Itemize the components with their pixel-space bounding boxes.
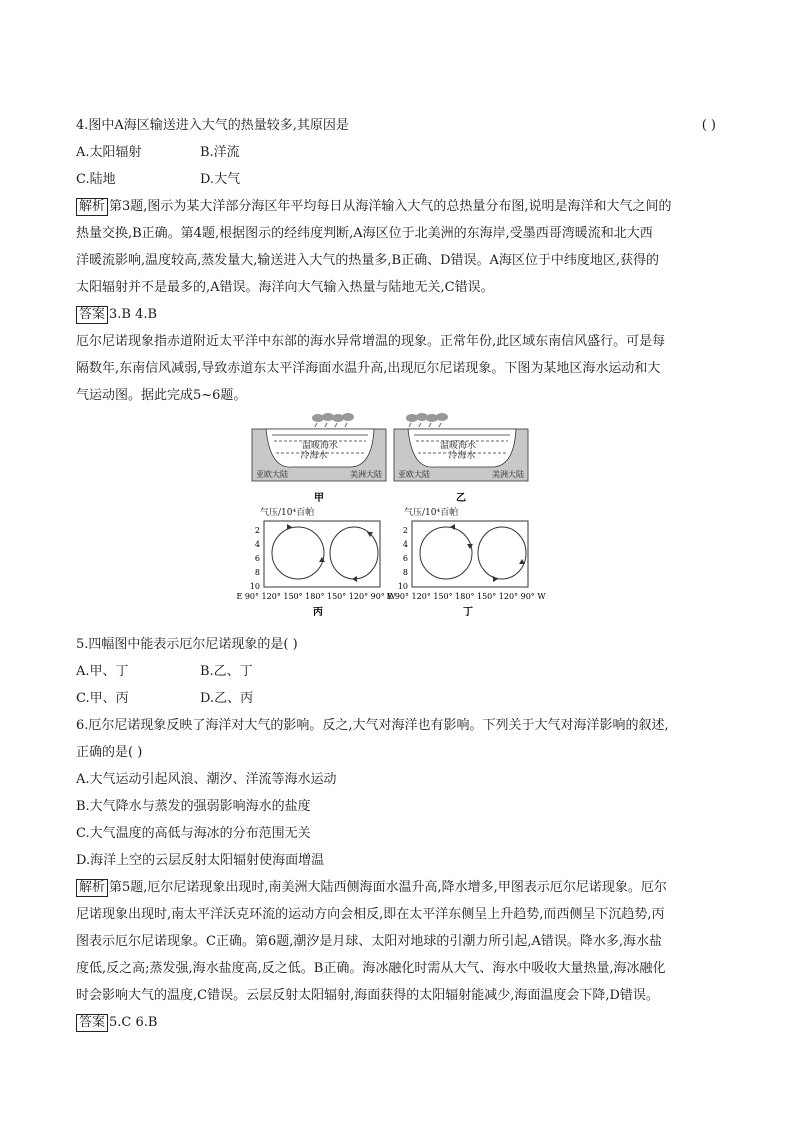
x-axis-label: E 90° 120° 150° 180° 150° 120° 90° W <box>236 592 396 601</box>
panel-bing <box>236 506 396 601</box>
option-a: A.大气运动引起风浪、潮汐、洋流等海水运动 <box>76 772 337 787</box>
panel-ding <box>386 506 546 601</box>
pressure-axis-label: 气压/10⁴百帕 <box>260 508 315 518</box>
analysis-1-line-1 <box>76 193 726 220</box>
y-tick: 4 <box>254 540 260 549</box>
question-4-options-row-2 <box>76 166 726 193</box>
analysis-tag: 解析 <box>76 198 108 216</box>
y-tick: 8 <box>254 568 260 577</box>
answer-text: 3.B 4.B <box>109 307 158 322</box>
x-axis-label: E 90° 120° 150° 180° 150° 120° 90° W <box>386 592 546 601</box>
intro-line-2: 隔数年,东南信风减弱,导致赤道东太平洋海面水温升高,出现厄尔尼诺现象。下图为某地区海水运动和大 <box>76 361 661 376</box>
intro-line-3: 气运动图。据此完成5~6题。 <box>76 388 247 403</box>
analysis-2-line-1 <box>76 874 726 901</box>
y-tick: 2 <box>254 526 260 535</box>
panel-yi <box>394 413 528 481</box>
cloud-icon <box>406 413 448 422</box>
option-a: A.太阳辐射 <box>76 145 142 160</box>
option-c: C.陆地 <box>76 172 116 187</box>
panel-jia <box>252 413 386 481</box>
analysis-1-line-2: 热量交换,B正确。第4题,根据图示的经纬度判断,A海区位于北美洲的东海岸,受墨西哥湾暖流和北大西 <box>76 226 653 241</box>
option-d: D.乙、丙 <box>200 691 254 706</box>
y-tick: 10 <box>249 582 260 591</box>
question-6-stem-line-2: 正确的是( ) <box>76 745 143 760</box>
question-6-stem-line-1: 6.厄尔尼诺现象反映了海洋对大气的影响。反之,大气对海洋也有影响。下列关于大气对海洋影响的叙述, <box>76 718 669 733</box>
panel-label-jia: 甲 <box>314 493 324 504</box>
america-label: 美洲大陆 <box>350 470 382 479</box>
rain-icon <box>315 423 347 427</box>
intro-line-1: 厄尔尼诺现象指赤道附近太平洋中东部的海水异常增温的现象。正常年份,此区域东南信风盛行。可是每 <box>76 334 666 349</box>
analysis-text: 第5题,厄尔尼诺现象出现时,南美洲大陆西侧海面水温升高,降水增多,甲图表示厄尔尼诺现象。厄尔 <box>109 880 667 895</box>
warm-water-label: 温暖海水 <box>439 441 477 451</box>
analysis-2-line-4: 度低,反之高;蒸发强,海水盐度高,反之低。B正确。海冰融化时需从大气、海水中吸收大量热量,海冰融化 <box>76 961 666 976</box>
question-5-stem: 5.四幅图中能表示厄尔尼诺现象的是( ) <box>76 637 298 652</box>
option-c: C.甲、丙 <box>76 691 129 706</box>
y-tick: 4 <box>402 540 408 549</box>
eurasia-label: 亚欧大陆 <box>398 470 430 479</box>
analysis-1-line-4: 太阳辐射并不是最多的,A错误。海洋向大气输入热量与陆地无关,C错误。 <box>76 280 494 295</box>
option-c: C.大气温度的高低与海冰的分布范围无关 <box>76 826 311 841</box>
question-5-options-row-2 <box>76 685 726 712</box>
eurasia-label: 亚欧大陆 <box>256 470 288 479</box>
answer-tag: 答案 <box>76 306 108 324</box>
analysis-1-line-3: 洋暖流影响,温度较高,蒸发量大,输送进入大气的热量多,B正确、D错误。A海区位于中纬度地区,获得的 <box>76 253 660 268</box>
question-4-text: 4.图中A海区输送进入大气的热量较多,其原因是 <box>76 118 349 133</box>
y-tick: 6 <box>254 554 260 563</box>
answer-blank: ( ) <box>701 118 716 133</box>
answer-2 <box>76 1009 726 1036</box>
america-label: 美洲大陆 <box>492 470 524 479</box>
analysis-2-line-5: 时会影响大气的温度,C错误。云层反射太阳辐射,海面获得的太阳辐射能减少,海面温度会下降,D错误。 <box>76 988 659 1003</box>
figure-area <box>76 409 726 631</box>
option-b: B.洋流 <box>200 145 240 160</box>
question-5-options-row-1 <box>76 658 726 685</box>
pressure-axis-label: 气压/10⁴百帕 <box>404 508 459 518</box>
analysis-2-line-2: 尼诺现象出现时,南太平洋沃克环流的运动方向会相反,即在太平洋东侧呈上升趋势,而西侧呈下沉趋势,丙 <box>76 907 665 922</box>
y-tick: 6 <box>402 554 408 563</box>
panel-label-ding: 丁 <box>463 607 473 618</box>
option-a: A.甲、丁 <box>76 664 129 679</box>
analysis-tag: 解析 <box>76 879 108 897</box>
question-4-options-row-1 <box>76 139 726 166</box>
option-b: B.大气降水与蒸发的强弱影响海水的盐度 <box>76 799 311 814</box>
option-b: B.乙、丁 <box>200 664 253 679</box>
cold-water-label: 冷海水 <box>448 451 476 461</box>
warm-water-label: 温暖海水 <box>301 441 339 451</box>
y-tick: 8 <box>402 568 408 577</box>
y-tick: 10 <box>397 582 408 591</box>
answer-1 <box>76 301 726 328</box>
cloud-icon <box>312 413 354 422</box>
rain-icon <box>409 423 441 427</box>
y-tick: 2 <box>402 526 408 535</box>
question-4-stem <box>76 112 726 139</box>
analysis-text: 第3题,图示为某大洋部分海区年平均每日从海洋输入大气的总热量分布图,说明是海洋和大气之间的 <box>109 199 672 214</box>
cold-water-label: 冷海水 <box>300 451 328 461</box>
panel-label-bing: 丙 <box>313 607 323 618</box>
answer-text: 5.C 6.B <box>109 1015 158 1030</box>
panel-label-yi: 乙 <box>456 493 466 504</box>
option-d: D.大气 <box>200 172 241 187</box>
option-d: D.海洋上空的云层反射太阳辐射使海面增温 <box>76 853 325 868</box>
analysis-2-line-3: 图表示厄尔尼诺现象。C正确。第6题,潮汐是月球、太阳对地球的引潮力所引起,A错误。降水多,海水盐 <box>76 934 663 949</box>
worksheet-page <box>76 112 726 1036</box>
el-nino-figure <box>76 409 726 631</box>
answer-tag: 答案 <box>76 1014 108 1032</box>
